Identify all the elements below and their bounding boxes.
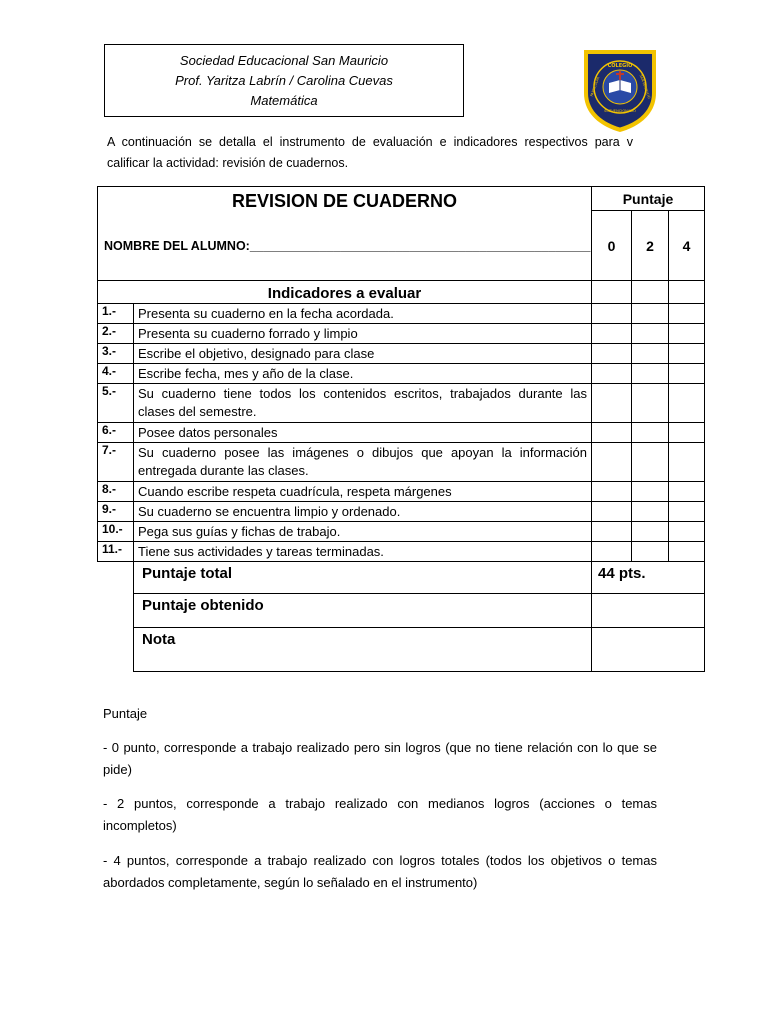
score-checkbox-cell[interactable] [669, 384, 705, 423]
indicator-number: 5.- [98, 384, 134, 423]
logo-top-text: COLEGIO [607, 63, 633, 69]
school-crest-logo [582, 47, 658, 133]
indicator-row [98, 324, 705, 344]
score-cell [669, 281, 705, 304]
score-checkbox-cell[interactable] [632, 542, 669, 562]
indicator-text: Presenta su cuaderno en la fecha acordada. [134, 304, 592, 324]
indicator-number: 10.- [98, 522, 134, 542]
indicator-row [98, 384, 705, 423]
indicator-text: Pega sus guías y fichas de trabajo. [134, 522, 592, 542]
indicator-number: 1.- [98, 304, 134, 324]
summary-spacer [98, 594, 134, 628]
score-checkbox-cell[interactable] [669, 522, 705, 542]
indicator-row [98, 542, 705, 562]
indicator-row [98, 482, 705, 502]
summary-row [98, 594, 705, 628]
indicator-row [98, 423, 705, 443]
indicator-text: Tiene sus actividades y tareas terminadas. [134, 542, 592, 562]
summary-label: Puntaje total [134, 562, 592, 594]
score-checkbox-cell[interactable] [592, 324, 632, 344]
score-checkbox-cell[interactable] [669, 344, 705, 364]
indicator-text: Su cuaderno tiene todos los contenidos escritos, trabajados durante las clases del semestre. [134, 384, 592, 423]
school-name: Sociedad Educacional San Mauricio [179, 52, 389, 68]
indicator-number: 7.- [98, 443, 134, 482]
indicator-text: Cuando escribe respeta cuadrícula, respeta márgenes [134, 482, 592, 502]
score-checkbox-cell[interactable] [632, 364, 669, 384]
table-title: REVISION DE CUADERNO [231, 191, 458, 211]
legend-item-4: - 4 puntos, corresponde a trabajo realizado con logros totales (todos los objetivos o temas abordados completamente, según lo señalado en el instrumento) [103, 853, 657, 890]
summary-value[interactable] [592, 628, 705, 672]
summary-row [98, 562, 705, 594]
indicator-row [98, 443, 705, 482]
summary-spacer [98, 628, 134, 672]
score-checkbox-cell[interactable] [592, 364, 632, 384]
score-checkbox-cell[interactable] [669, 482, 705, 502]
score-checkbox-cell[interactable] [632, 384, 669, 423]
indicators-header: Indicadores a evaluar [98, 281, 592, 304]
legend-item-2: - 2 puntos, corresponde a trabajo realizado con medianos logros (acciones o temas incompletos) [103, 796, 657, 833]
indicator-text: Escribe fecha, mes y año de la clase. [134, 364, 592, 384]
score-checkbox-cell[interactable] [592, 384, 632, 423]
indicator-number: 3.- [98, 344, 134, 364]
score-checkbox-cell[interactable] [669, 364, 705, 384]
indicator-number: 11.- [98, 542, 134, 562]
indicator-number: 9.- [98, 502, 134, 522]
indicator-row [98, 304, 705, 324]
indicator-row [98, 522, 705, 542]
score-checkbox-cell[interactable] [632, 423, 669, 443]
score-checkbox-cell[interactable] [669, 324, 705, 344]
score-checkbox-cell[interactable] [592, 443, 632, 482]
score-cell [632, 281, 669, 304]
logo-right-text: SAN MAURICIO [638, 74, 652, 100]
score-checkbox-cell[interactable] [592, 344, 632, 364]
indicator-row [98, 502, 705, 522]
score-checkbox-cell[interactable] [592, 542, 632, 562]
teachers-line: Prof. Yaritza Labrín / Carolina Cuevas [175, 72, 393, 88]
summary-value[interactable] [592, 594, 705, 628]
summary-spacer [98, 562, 134, 594]
score-checkbox-cell[interactable] [592, 482, 632, 502]
indicator-text: Presenta su cuaderno forrado y limpio [134, 324, 592, 344]
summary-label: Nota [134, 628, 592, 672]
score-checkbox-cell[interactable] [632, 482, 669, 502]
score-checkbox-cell[interactable] [669, 443, 705, 482]
indicator-number: 2.- [98, 324, 134, 344]
header-box [104, 44, 464, 117]
legend-title: Puntaje [103, 706, 148, 721]
logo-bottom-text: SUBVENCIONADO [604, 109, 636, 113]
logo-left-text: PARTICULAR [589, 76, 601, 98]
evaluation-table [97, 186, 705, 672]
indicator-number: 6.- [98, 423, 134, 443]
score-checkbox-cell[interactable] [632, 522, 669, 542]
score-checkbox-cell[interactable] [592, 423, 632, 443]
score-checkbox-cell[interactable] [632, 344, 669, 364]
indicator-number: 4.- [98, 364, 134, 384]
indicator-text: Su cuaderno se encuentra limpio y ordenado. [134, 502, 592, 522]
indicator-row [98, 364, 705, 384]
score-checkbox-cell[interactable] [632, 324, 669, 344]
summary-value: 44 pts. [592, 562, 705, 594]
score-checkbox-cell[interactable] [669, 423, 705, 443]
subject-line: Matemática [250, 92, 318, 108]
indicator-number: 8.- [98, 482, 134, 502]
score-checkbox-cell[interactable] [592, 304, 632, 324]
indicator-text: Escribe el objetivo, designado para clase [134, 344, 592, 364]
score-checkbox-cell[interactable] [592, 502, 632, 522]
student-name-field[interactable]: NOMBRE DEL ALUMNO:_________________________________________________ [104, 239, 591, 253]
score-checkbox-cell[interactable] [632, 502, 669, 522]
indicator-row [98, 344, 705, 364]
score-checkbox-cell[interactable] [632, 443, 669, 482]
summary-row [98, 628, 705, 672]
score-cell [592, 281, 632, 304]
score-checkbox-cell[interactable] [632, 304, 669, 324]
intro-paragraph: A continuación se detalla el instrumento de evaluación e indicadores respectivos para v calificar la actividad: revisión de cuadernos. [107, 135, 633, 170]
title-cell [98, 187, 592, 281]
score-checkbox-cell[interactable] [669, 502, 705, 522]
score-checkbox-cell[interactable] [669, 542, 705, 562]
score-checkbox-cell[interactable] [669, 304, 705, 324]
indicator-text: Posee datos personales [134, 423, 592, 443]
score-checkbox-cell[interactable] [592, 522, 632, 542]
indicator-text: Su cuaderno posee las imágenes o dibujos que apoyan la información entregada durante las clases. [134, 443, 592, 482]
score-col-0: 0 [592, 211, 632, 281]
score-col-2: 2 [632, 211, 669, 281]
puntaje-header: Puntaje [592, 187, 705, 211]
legend-item-0: - 0 punto, corresponde a trabajo realizado pero sin logros (que no tiene relación con lo que se pide) [103, 740, 657, 777]
score-col-4: 4 [669, 211, 705, 281]
summary-label: Puntaje obtenido [134, 594, 592, 628]
